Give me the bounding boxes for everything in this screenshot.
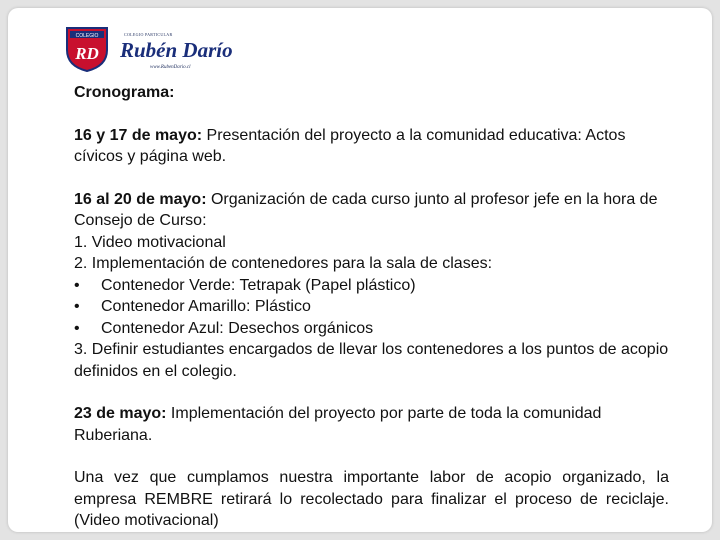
entry-text: Implementación del proyecto por parte de toda la comunidad Ruberiana. bbox=[74, 405, 602, 444]
entry-text: Organización de cada curso junto al profesor jefe en la hora de Consejo de Curso: bbox=[74, 190, 658, 229]
bullet-icon: • bbox=[74, 319, 80, 337]
school-logo bbox=[64, 22, 233, 72]
bullet-item bbox=[74, 296, 669, 318]
school-crest-icon bbox=[64, 22, 110, 72]
list-item: 2. Implementación de contenedores para la sala de clases: bbox=[74, 255, 493, 272]
schedule-entry-may-16-20 bbox=[74, 189, 669, 383]
list-item: 1. Video motivacional bbox=[74, 233, 226, 251]
slide bbox=[8, 8, 712, 532]
crest-monogram: RD bbox=[75, 44, 99, 63]
closing-paragraph: Una vez que cumplamos nuestra importante labor de acopio organizado, la empresa REMBRE retirará lo recolectado para finalizar el proceso de reciclaje. (Video motivacional) bbox=[74, 469, 669, 529]
bullet-icon: • bbox=[74, 298, 80, 315]
logo-school-name: Rubén Darío bbox=[120, 38, 233, 62]
bullet-text: Contenedor Amarillo: Plástico bbox=[101, 298, 311, 315]
bullet-icon: • bbox=[74, 276, 80, 294]
schedule-entry-may-23 bbox=[74, 403, 669, 446]
logo-tagline: COLEGIO PARTICULAR bbox=[124, 32, 173, 37]
schedule-heading: Cronograma: bbox=[74, 84, 175, 101]
bullet-item bbox=[74, 275, 669, 297]
entry-text: Presentación del proyecto a la comunidad educativa: Actos cívicos y página web. bbox=[74, 126, 626, 165]
entry-date: 16 y 17 de mayo: bbox=[74, 126, 203, 144]
entry-date: 23 de mayo: bbox=[74, 405, 167, 422]
entry-date: 16 al 20 de mayo: bbox=[74, 190, 207, 208]
entry-intro bbox=[74, 189, 669, 232]
bullet-text: Contenedor Azul: Desechos orgánicos bbox=[101, 319, 374, 337]
crest-arc-text: COLEGIO bbox=[75, 33, 99, 39]
schedule-entry-may-16-17 bbox=[74, 125, 669, 168]
logo-url: www.RubenDario.cl bbox=[150, 65, 191, 70]
bullet-item bbox=[74, 318, 669, 340]
bullet-text: Contenedor Verde: Tetrapak (Papel plástico) bbox=[101, 276, 416, 294]
slide-body bbox=[74, 82, 669, 532]
list-item: 3. Definir estudiantes encargados de llevar los contenedores a los puntos de acopio definidos en el colegio. bbox=[74, 341, 669, 380]
